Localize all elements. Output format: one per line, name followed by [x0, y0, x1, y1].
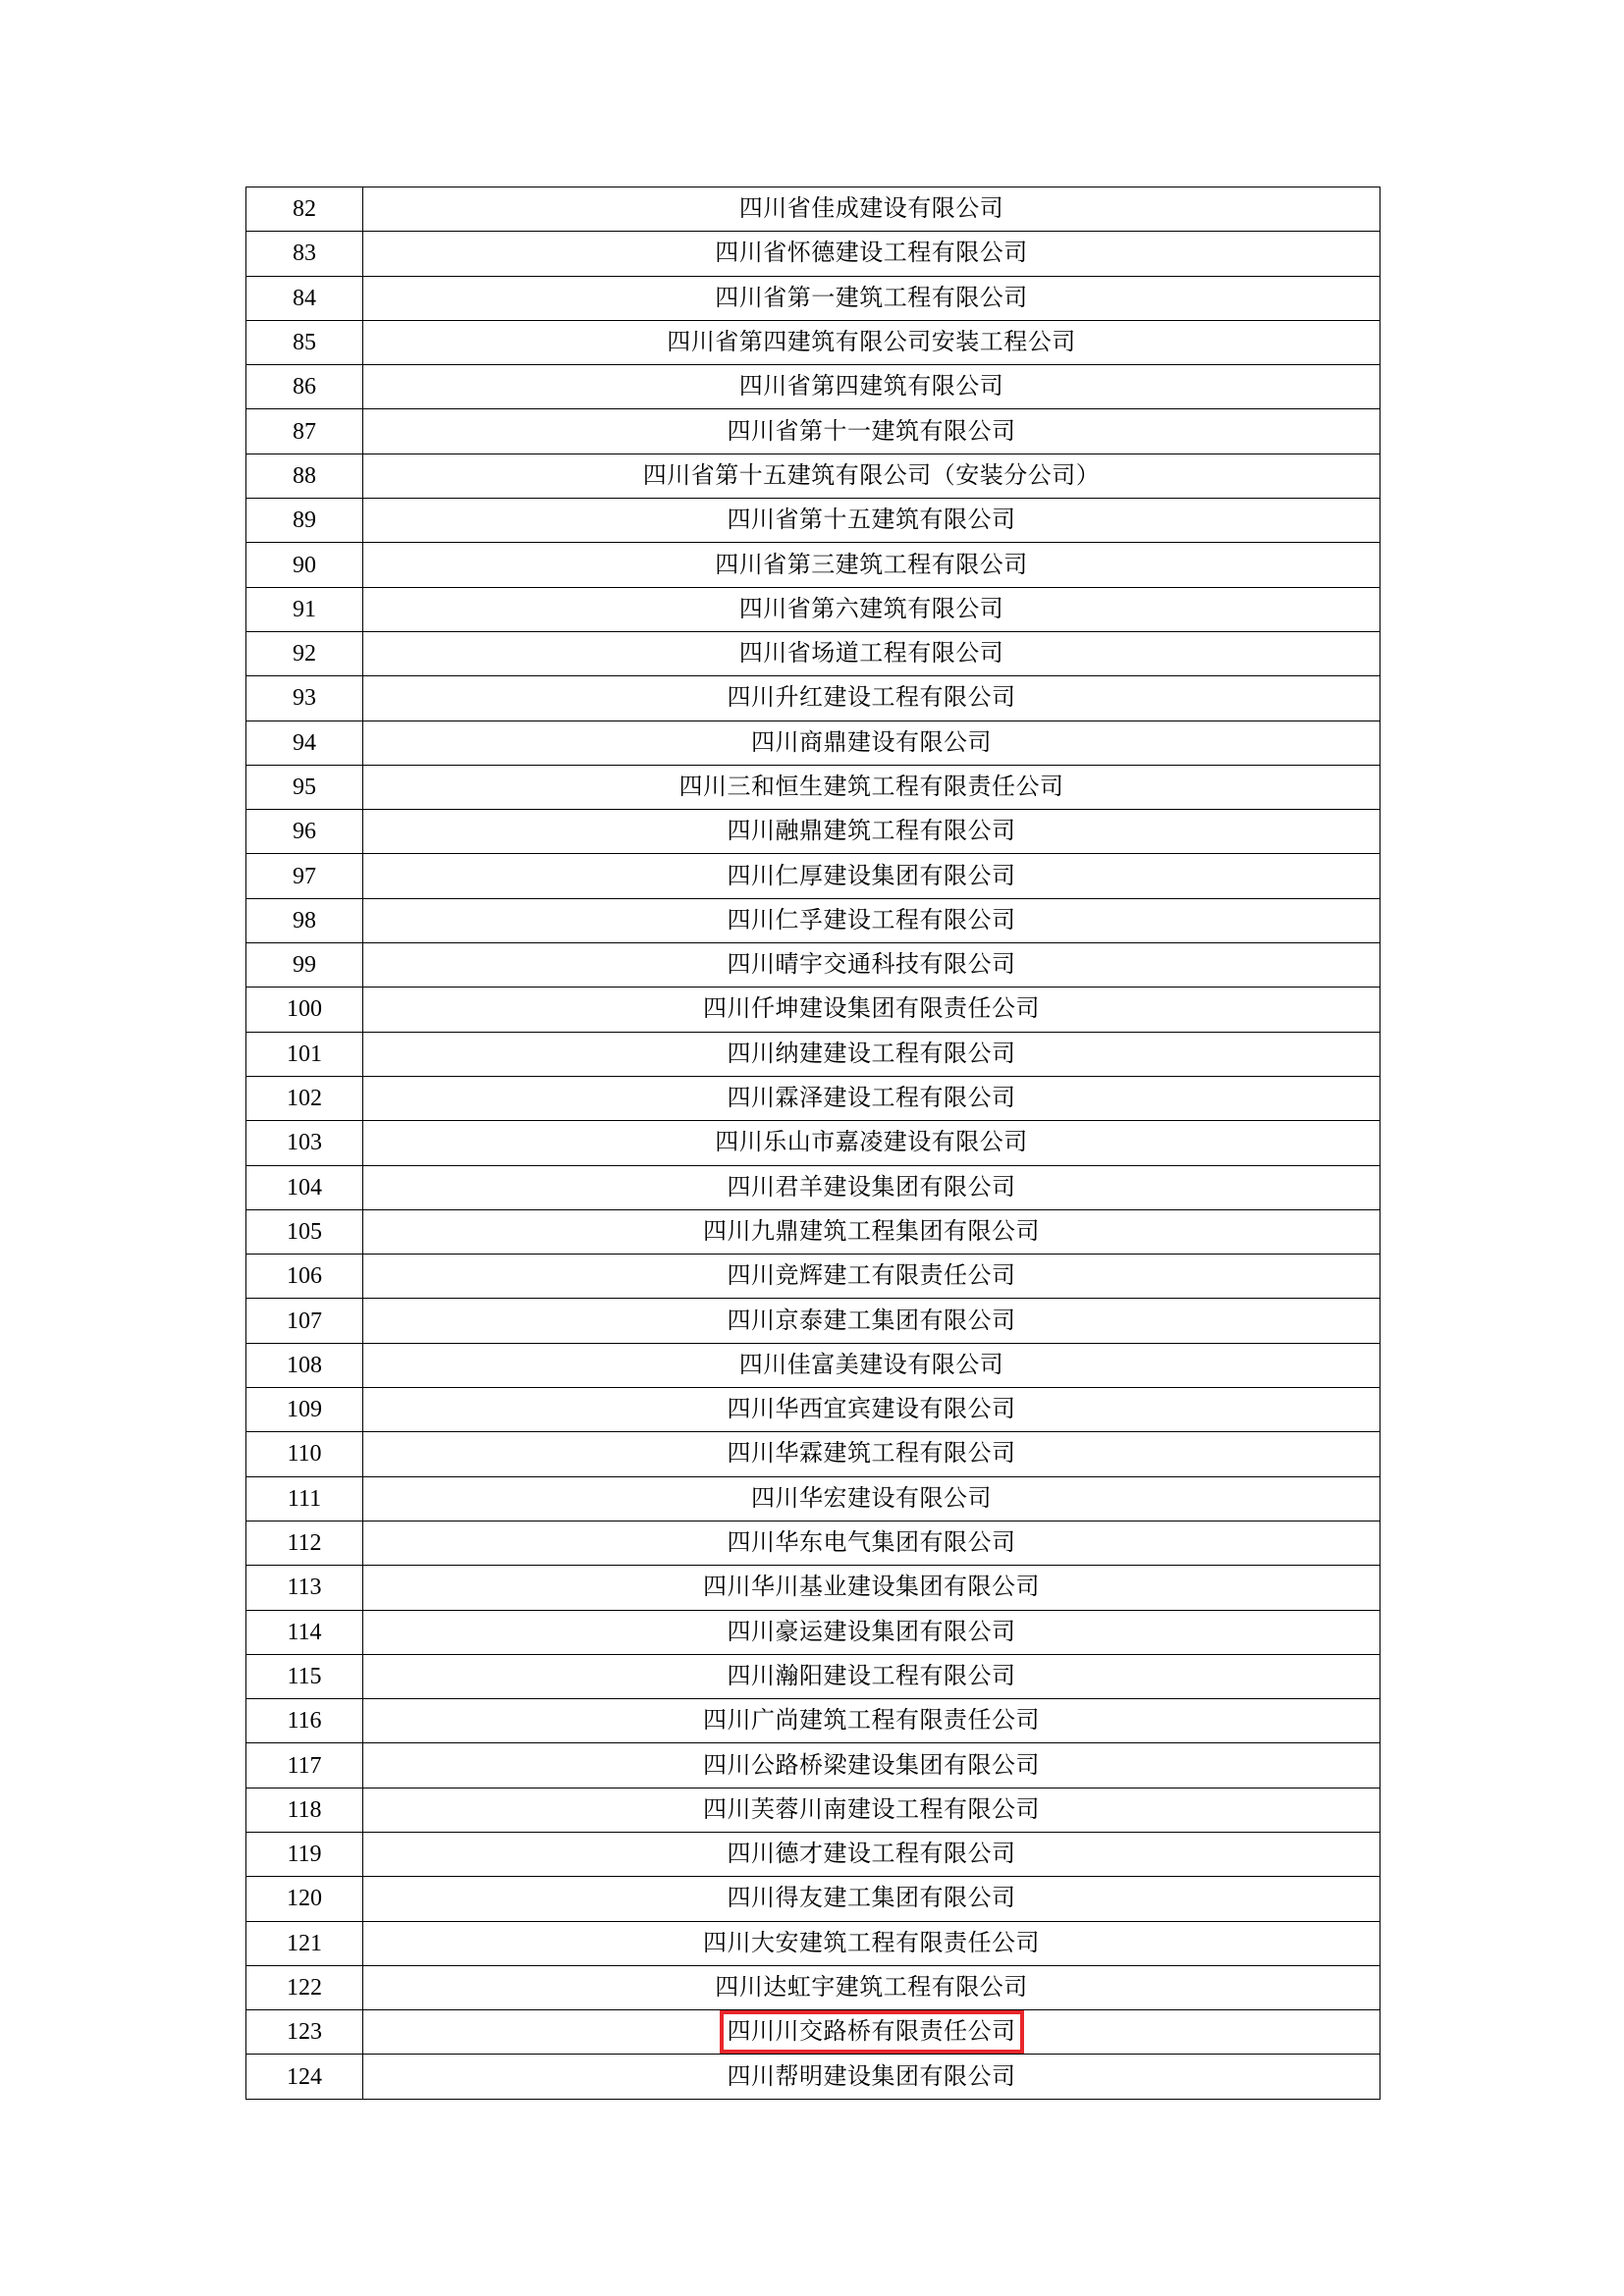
table-row	[246, 1299, 1380, 1343]
company-name-cell	[363, 1388, 1380, 1432]
company-name: 四川省第十五建筑有限公司	[727, 507, 1016, 534]
company-name: 四川君羊建设集团有限公司	[727, 1174, 1016, 1201]
company-name: 四川德才建设工程有限公司	[727, 1842, 1016, 1868]
company-name-cell	[363, 1743, 1380, 1788]
table-row	[246, 1610, 1380, 1654]
company-name: 四川晴宇交通科技有限公司	[727, 952, 1016, 979]
company-name: 四川华川基业建设集团有限公司	[703, 1575, 1040, 1601]
row-index-cell: 92	[246, 631, 363, 675]
table-row	[246, 1388, 1380, 1432]
company-name: 四川省佳成建设有限公司	[738, 196, 1004, 223]
company-name: 四川省第四建筑有限公司安装工程公司	[667, 330, 1076, 356]
company-name-cell	[363, 854, 1380, 898]
company-name: 四川华东电气集团有限公司	[727, 1530, 1016, 1557]
company-name-cell	[363, 1566, 1380, 1610]
row-index-cell: 122	[246, 1965, 363, 2009]
company-name-cell	[363, 943, 1380, 988]
table-row	[246, 1165, 1380, 1209]
table-row	[246, 2055, 1380, 2099]
row-index-cell: 103	[246, 1121, 363, 1165]
company-list-table	[245, 187, 1380, 2100]
row-index-cell: 121	[246, 1921, 363, 1965]
table-row	[246, 1343, 1380, 1387]
company-name-cell	[363, 1165, 1380, 1209]
table-row	[246, 2010, 1380, 2055]
row-index-cell: 115	[246, 1654, 363, 1698]
company-name-cell	[363, 765, 1380, 809]
row-index-cell: 88	[246, 454, 363, 498]
table-row	[246, 1076, 1380, 1120]
company-name: 四川达虹宇建筑工程有限公司	[715, 1975, 1028, 2002]
company-name: 四川竞辉建工有限责任公司	[727, 1263, 1016, 1290]
row-index-cell: 114	[246, 1610, 363, 1654]
company-name: 四川京泰建工集团有限公司	[727, 1308, 1016, 1334]
row-index-cell: 119	[246, 1832, 363, 1876]
company-name: 四川省第一建筑工程有限公司	[715, 285, 1028, 311]
company-name-cell	[363, 1965, 1380, 2009]
company-name: 四川霖泽建设工程有限公司	[727, 1086, 1016, 1112]
company-name: 四川华西宜宾建设有限公司	[727, 1397, 1016, 1423]
company-name: 四川瀚阳建设工程有限公司	[727, 1663, 1016, 1689]
table-row	[246, 1121, 1380, 1165]
company-name: 四川省第十一建筑有限公司	[727, 418, 1016, 445]
company-name-cell	[363, 454, 1380, 498]
table-row	[246, 1476, 1380, 1521]
row-index-cell: 94	[246, 721, 363, 765]
company-name: 四川华霖建筑工程有限公司	[727, 1441, 1016, 1468]
company-name: 四川纳建建设工程有限公司	[727, 1041, 1016, 1067]
company-name-cell	[363, 721, 1380, 765]
row-index-cell: 101	[246, 1032, 363, 1076]
company-name-cell	[363, 320, 1380, 364]
company-name: 四川得友建工集团有限公司	[727, 1886, 1016, 1912]
company-name: 四川仁厚建设集团有限公司	[727, 863, 1016, 889]
company-name: 四川省第十五建筑有限公司（安装分公司）	[642, 462, 1101, 489]
company-name: 四川广尚建筑工程有限责任公司	[703, 1708, 1040, 1735]
table-row	[246, 1965, 1380, 2009]
table-row	[246, 187, 1380, 232]
company-name-cell	[363, 543, 1380, 587]
row-index-cell: 93	[246, 676, 363, 721]
table-row	[246, 499, 1380, 543]
row-index-cell: 108	[246, 1343, 363, 1387]
table-row	[246, 1699, 1380, 1743]
company-name-cell	[363, 2055, 1380, 2099]
company-name-cell	[363, 1299, 1380, 1343]
row-index-cell: 117	[246, 1743, 363, 1788]
table-row	[246, 1743, 1380, 1788]
company-name: 四川融鼎建筑工程有限公司	[727, 819, 1016, 845]
row-index-cell: 83	[246, 232, 363, 276]
row-index-cell: 107	[246, 1299, 363, 1343]
company-name-cell	[363, 187, 1380, 232]
table-row	[246, 232, 1380, 276]
company-name-cell	[363, 1521, 1380, 1565]
row-index-cell: 98	[246, 898, 363, 942]
company-name-cell	[363, 1076, 1380, 1120]
row-index-cell: 106	[246, 1255, 363, 1299]
company-name-cell	[363, 898, 1380, 942]
company-name: 四川豪运建设集团有限公司	[727, 1619, 1016, 1645]
row-index-cell: 118	[246, 1788, 363, 1832]
company-name-cell	[363, 631, 1380, 675]
company-name: 四川华宏建设有限公司	[751, 1485, 992, 1512]
company-name-cell	[363, 1032, 1380, 1076]
company-name-cell	[363, 1209, 1380, 1254]
company-name: 四川省怀德建设工程有限公司	[715, 240, 1028, 267]
company-name-cell	[363, 1343, 1380, 1387]
row-index-cell: 90	[246, 543, 363, 587]
table-row	[246, 854, 1380, 898]
table-row	[246, 1209, 1380, 1254]
row-index-cell: 109	[246, 1388, 363, 1432]
table-row	[246, 1521, 1380, 1565]
highlighted-company-name: 四川川交路桥有限责任公司	[720, 2010, 1024, 2054]
company-name-cell	[363, 276, 1380, 320]
company-name-cell	[363, 409, 1380, 454]
company-name: 四川公路桥梁建设集团有限公司	[703, 1752, 1040, 1779]
company-name: 四川仁孚建设工程有限公司	[727, 907, 1016, 934]
row-index-cell: 91	[246, 587, 363, 631]
company-name-cell	[363, 365, 1380, 409]
table-row	[246, 1788, 1380, 1832]
row-index-cell: 100	[246, 988, 363, 1032]
row-index-cell: 105	[246, 1209, 363, 1254]
company-name: 四川三和恒生建筑工程有限责任公司	[678, 774, 1064, 800]
company-name: 四川乐山市嘉凌建设有限公司	[715, 1130, 1028, 1156]
row-index-cell: 104	[246, 1165, 363, 1209]
table-row	[246, 721, 1380, 765]
row-index-cell: 89	[246, 499, 363, 543]
company-name: 四川省第四建筑有限公司	[738, 374, 1004, 400]
company-name-cell	[363, 232, 1380, 276]
company-name-cell	[363, 1699, 1380, 1743]
table-row	[246, 365, 1380, 409]
row-index-cell: 111	[246, 1476, 363, 1521]
table-row	[246, 765, 1380, 809]
row-index-cell: 97	[246, 854, 363, 898]
row-index-cell: 96	[246, 810, 363, 854]
row-index-cell: 113	[246, 1566, 363, 1610]
table-row	[246, 454, 1380, 498]
company-name: 四川省第三建筑工程有限公司	[715, 552, 1028, 578]
company-name-cell	[363, 2010, 1380, 2055]
row-index-cell: 99	[246, 943, 363, 988]
row-index-cell: 123	[246, 2010, 363, 2055]
row-index-cell: 110	[246, 1432, 363, 1476]
company-name-cell	[363, 1432, 1380, 1476]
row-index-cell: 87	[246, 409, 363, 454]
company-name-cell	[363, 1654, 1380, 1698]
company-name-cell	[363, 1610, 1380, 1654]
table-row	[246, 409, 1380, 454]
company-name-cell	[363, 1832, 1380, 1876]
table-body	[246, 187, 1380, 2100]
row-index-cell: 102	[246, 1076, 363, 1120]
table-row	[246, 810, 1380, 854]
company-name: 四川九鼎建筑工程集团有限公司	[703, 1218, 1040, 1245]
table-row	[246, 587, 1380, 631]
company-name: 四川升红建设工程有限公司	[727, 685, 1016, 712]
row-index-cell: 86	[246, 365, 363, 409]
company-name-cell	[363, 499, 1380, 543]
table-row	[246, 543, 1380, 587]
table-row	[246, 1566, 1380, 1610]
table-row	[246, 1432, 1380, 1476]
row-index-cell: 120	[246, 1877, 363, 1921]
company-name-cell	[363, 1476, 1380, 1521]
company-name-cell	[363, 1788, 1380, 1832]
table-row	[246, 1255, 1380, 1299]
company-name: 四川仟坤建设集团有限责任公司	[703, 996, 1040, 1023]
table-row	[246, 898, 1380, 942]
row-index-cell: 116	[246, 1699, 363, 1743]
row-index-cell: 95	[246, 765, 363, 809]
company-name: 四川省第六建筑有限公司	[738, 596, 1004, 622]
company-name: 四川省场道工程有限公司	[738, 641, 1004, 667]
table-row	[246, 631, 1380, 675]
company-name: 四川佳富美建设有限公司	[738, 1352, 1004, 1378]
company-name-cell	[363, 587, 1380, 631]
table-row	[246, 1832, 1380, 1876]
row-index-cell: 85	[246, 320, 363, 364]
row-index-cell: 124	[246, 2055, 363, 2099]
company-name-cell	[363, 1255, 1380, 1299]
company-name: 四川商鼎建设有限公司	[751, 729, 992, 756]
company-name-cell	[363, 1921, 1380, 1965]
company-name-cell	[363, 1877, 1380, 1921]
company-name-cell	[363, 676, 1380, 721]
table-row	[246, 676, 1380, 721]
row-index-cell: 84	[246, 276, 363, 320]
table-row	[246, 943, 1380, 988]
table-row	[246, 988, 1380, 1032]
table-row	[246, 1654, 1380, 1698]
company-name-cell	[363, 810, 1380, 854]
company-name: 四川帮明建设集团有限公司	[727, 2063, 1016, 2090]
table-row	[246, 1877, 1380, 1921]
company-name-cell	[363, 988, 1380, 1032]
table-row	[246, 1921, 1380, 1965]
table-row	[246, 276, 1380, 320]
table-row	[246, 320, 1380, 364]
row-index-cell: 112	[246, 1521, 363, 1565]
company-name: 四川大安建筑工程有限责任公司	[703, 1930, 1040, 1956]
table-row	[246, 1032, 1380, 1076]
company-name-cell	[363, 1121, 1380, 1165]
company-name: 四川芙蓉川南建设工程有限公司	[703, 1796, 1040, 1823]
row-index-cell: 82	[246, 187, 363, 232]
